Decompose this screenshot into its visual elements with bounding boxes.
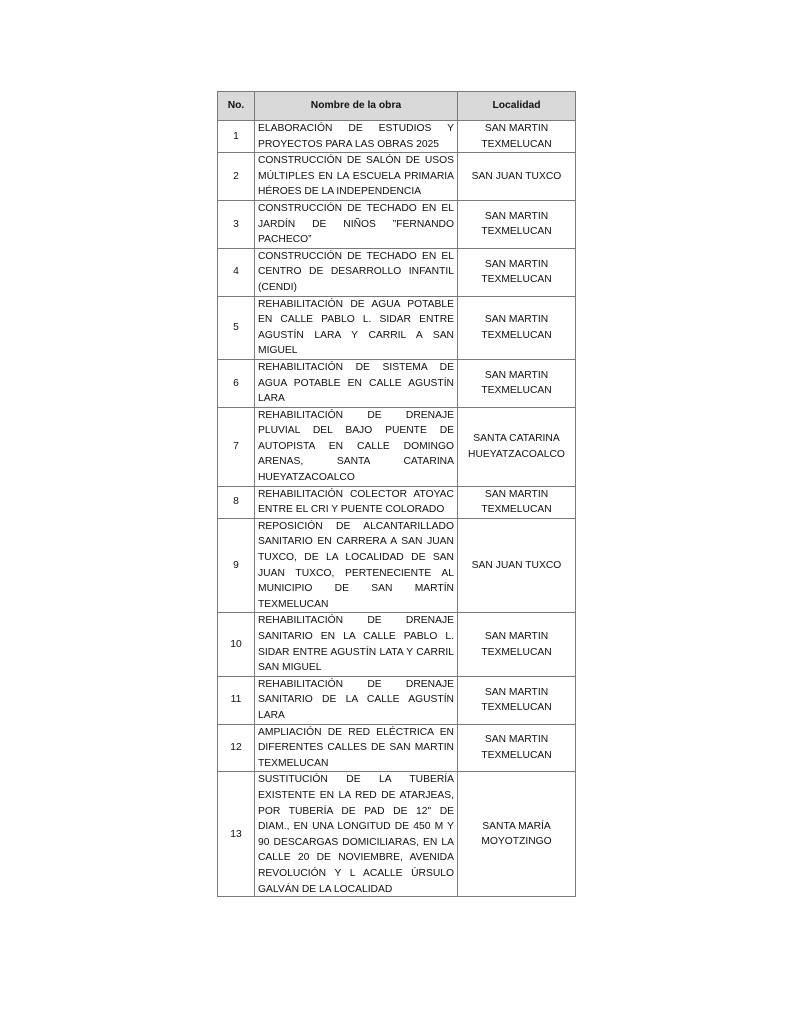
work-name: CONSTRUCCIÓN DE SALÓN DE USOS MÚLTIPLES EN LA ESCUELA PRIMARIA HÉROES DE LA INDEPENDENCIA [255, 153, 458, 201]
row-number: 8 [218, 486, 255, 518]
row-number: 6 [218, 359, 255, 407]
work-name: REHABILITACIÓN DE AGUA POTABLE EN CALLE PABLO L. SIDAR ENTRE AGUSTÍN LARA Y CARRIL A SAN MIGUEL [255, 296, 458, 359]
table-row [218, 676, 576, 724]
works-table [217, 91, 576, 897]
work-name: SUSTITUCIÓN DE LA TUBERÍA EXISTENTE EN LA RED DE ATARJEAS, POR TUBERÍA DE PAD DE 12" DE DIAM., EN UNA LONGITUD DE 450 M Y 90 DESCARGAS DOMICILIARAS, EN LA CALLE 20 DE NOVIEMBRE, AVENIDA REVOLUCIÓN Y L ACALLE ÚRSULO GALVÁN DE LA LOCALIDAD [258, 774, 454, 895]
table-row [218, 121, 576, 153]
table-row [218, 200, 576, 248]
row-number: 9 [218, 518, 255, 613]
work-name: CONSTRUCCIÓN DE TECHADO EN EL JARDÍN DE NIÑOS ”FERNANDO PACHECO” [255, 200, 458, 248]
table-row [218, 772, 576, 897]
table-row [218, 248, 576, 296]
row-number: 12 [218, 724, 255, 772]
table-header-row [218, 92, 576, 121]
work-locality: SAN MARTIN TEXMELUCAN [458, 121, 576, 153]
table-row [218, 359, 576, 407]
row-number: 4 [218, 248, 255, 296]
row-number: 2 [218, 153, 255, 201]
table-row [218, 486, 576, 518]
work-name: CONSTRUCCIÓN DE TECHADO EN EL CENTRO DE DESARROLLO INFANTIL (CENDI) [255, 248, 458, 296]
work-name: AMPLIACIÓN DE RED ELÉCTRICA EN DIFERENTES CALLES DE SAN MARTIN TEXMELUCAN [255, 724, 458, 772]
work-name: REHABILITACIÓN DE DRENAJE SANITARIO DE LA CALLE AGUSTÍN LARA [255, 676, 458, 724]
work-name: REHABILITACIÓN DE DRENAJE PLUVIAL DEL BAJO PUENTE DE AUTOPISTA EN CALLE DOMINGO ARENAS, SANTA CATARINA HUEYATZACOALCO [255, 407, 458, 486]
work-name: REHABILITACIÓN DE SISTEMA DE AGUA POTABLE EN CALLE AGUSTÍN LARA [255, 359, 458, 407]
row-number: 10 [218, 613, 255, 676]
work-name-cell [255, 772, 458, 897]
work-name: REPOSICIÓN DE ALCANTARILLADO SANITARIO EN CARRERA A SAN JUAN TUXCO, DE LA LOCALIDAD DE SAN JUAN TUXCO, PERTENECIENTE AL MUNICIPIO DE SAN MARTÍN TEXMELUCAN [255, 518, 458, 613]
header-name: Nombre de la obra [255, 92, 458, 121]
work-locality: SAN MARTIN TEXMELUCAN [458, 676, 576, 724]
table-row [218, 153, 576, 201]
row-number: 7 [218, 407, 255, 486]
work-locality: SAN MARTIN TEXMELUCAN [458, 200, 576, 248]
work-name: ELABORACIÓN DE ESTUDIOS Y PROYECTOS PARA LAS OBRAS 2025 [255, 121, 458, 153]
row-number: 11 [218, 676, 255, 724]
work-locality: SAN MARTIN TEXMELUCAN [458, 248, 576, 296]
work-locality: SAN MARTIN TEXMELUCAN [458, 296, 576, 359]
work-locality: SANTA MARÍA MOYOTZINGO [458, 772, 576, 897]
table-row [218, 613, 576, 676]
work-locality: SAN JUAN TUXCO [458, 153, 576, 201]
work-locality: SANTA CATARINA HUEYATZACOALCO [458, 407, 576, 486]
header-locality: Localidad [458, 92, 576, 121]
table-row [218, 518, 576, 613]
work-locality: SAN MARTIN TEXMELUCAN [458, 486, 576, 518]
work-name: REHABILITACIÓN DE DRENAJE SANITARIO EN LA CALLE PABLO L. SIDAR ENTRE AGUSTÍN LATA Y CARRIL SAN MIGUEL [255, 613, 458, 676]
work-locality: SAN MARTIN TEXMELUCAN [458, 724, 576, 772]
work-name: REHABILITACIÓN COLECTOR ATOYAC ENTRE EL CRI Y PUENTE COLORADO [255, 486, 458, 518]
row-number: 13 [218, 772, 255, 897]
work-locality: SAN MARTIN TEXMELUCAN [458, 359, 576, 407]
work-locality: SAN JUAN TUXCO [458, 518, 576, 613]
table-row [218, 296, 576, 359]
row-number: 3 [218, 200, 255, 248]
header-no: No. [218, 92, 255, 121]
work-locality: SAN MARTIN TEXMELUCAN [458, 613, 576, 676]
table-row [218, 724, 576, 772]
row-number: 1 [218, 121, 255, 153]
row-number: 5 [218, 296, 255, 359]
table-row [218, 407, 576, 486]
